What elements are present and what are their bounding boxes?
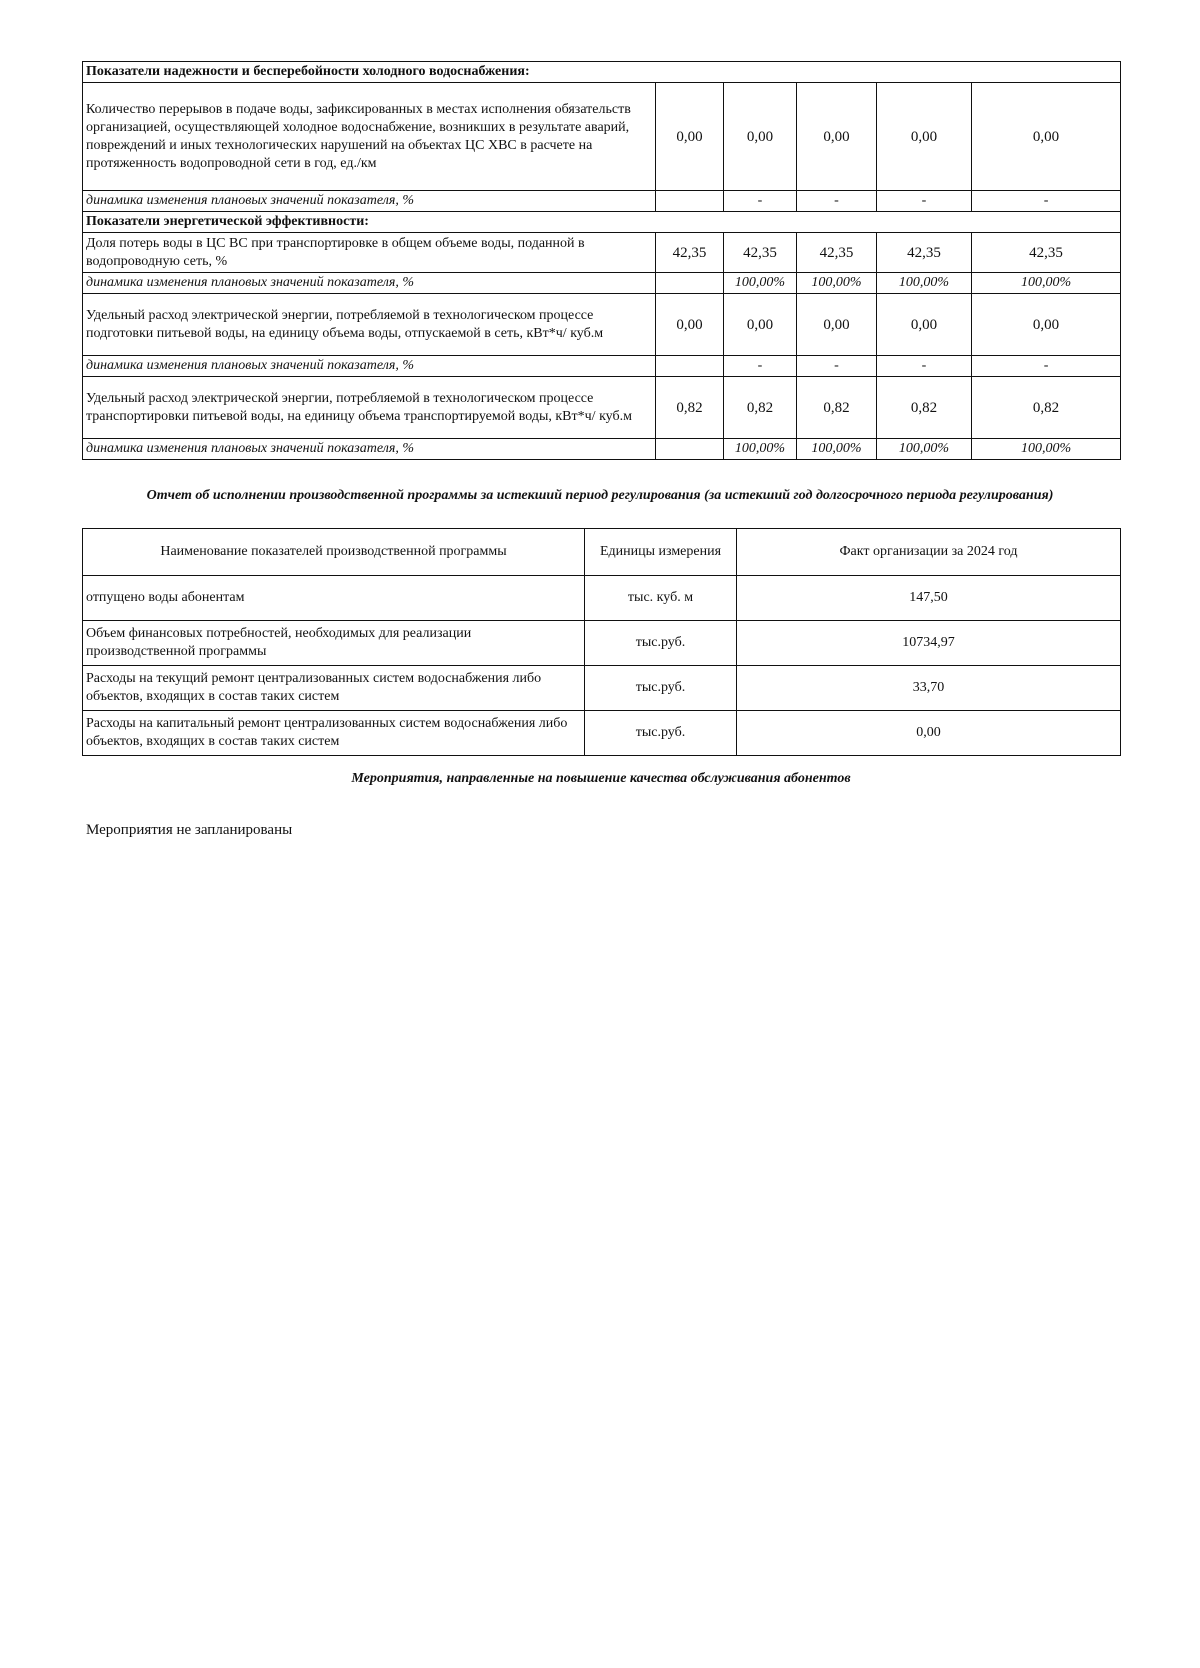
value-cell: 100,00% [797,273,877,294]
table-row [83,666,1121,711]
row-label: Количество перерывов в подаче воды, зафиксированных в местах исполнения обязательств организацией, осуществляющей холодное водоснабжение, возникших в результате аварий, повреждений и иных технологических нарушений на объектах ЦС ХВС в расчете на протяженность водопроводной сети в год, ед./км [83,83,656,191]
value-cell: 0,00 [656,83,724,191]
row-label: динамика изменения плановых значений показателя, % [83,439,656,460]
value-cell: 42,35 [656,233,724,273]
value-cell: 0,00 [877,83,972,191]
value-cell: 0,82 [877,377,972,439]
value-cell: - [797,356,877,377]
value-cell: 100,00% [972,273,1121,294]
row-label: Доля потерь воды в ЦС ВС при транспортировке в общем объеме воды, поданной в водопроводную сеть, % [83,233,656,273]
reliability-header-text: Показатели надежности и бесперебойности холодного водоснабжения: [83,62,1121,83]
indicator-value: 0,00 [737,711,1121,756]
table-row [83,621,1121,666]
value-cell: - [972,191,1121,212]
dynamics-row [83,191,1121,212]
value-cell: 0,82 [797,377,877,439]
energy-transport-row [83,377,1121,439]
indicators-table [82,61,1121,460]
energy-preparation-row [83,294,1121,356]
table-header-row [83,529,1121,576]
value-cell: 0,00 [797,294,877,356]
dynamics-row [83,273,1121,294]
report-caption: Отчет об исполнении производственной программы за истекший период регулирования (за истекший год долгосрочного периода регулирования) [146,488,1054,503]
header-name: Наименование показателей производственной программы [83,529,585,576]
indicator-name: Объем финансовых потребностей, необходимых для реализации производственной программы [83,621,585,666]
indicator-unit: тыс.руб. [585,711,737,756]
value-cell: 42,35 [724,233,797,273]
header-unit: Единицы измерения [585,529,737,576]
production-program-table [82,528,1121,756]
dynamics-row [83,439,1121,460]
value-cell: 100,00% [797,439,877,460]
value-cell: 0,00 [972,83,1121,191]
value-cell: 100,00% [877,273,972,294]
water-loss-row [83,233,1121,273]
value-cell [656,273,724,294]
indicator-value: 33,70 [737,666,1121,711]
value-cell: - [877,356,972,377]
value-cell: 42,35 [972,233,1121,273]
value-cell: 42,35 [797,233,877,273]
value-cell [656,439,724,460]
value-cell: 0,82 [724,377,797,439]
value-cell: 0,00 [797,83,877,191]
row-label: динамика изменения плановых значений показателя, % [83,191,656,212]
indicator-name: Расходы на капитальный ремонт централизованных систем водоснабжения либо объектов, входящих в состав таких систем [83,711,585,756]
value-cell: 100,00% [724,439,797,460]
indicator-unit: тыс. куб. м [585,576,737,621]
value-cell: - [724,191,797,212]
value-cell: 100,00% [972,439,1121,460]
indicator-unit: тыс.руб. [585,666,737,711]
value-cell: 100,00% [877,439,972,460]
value-cell: 0,00 [972,294,1121,356]
row-label: Удельный расход электрической энергии, потребляемой в технологическом процессе подготовки питьевой воды, на единицу объема воды, отпускаемой в сеть, кВт*ч/ куб.м [83,294,656,356]
indicator-value: 10734,97 [737,621,1121,666]
value-cell: - [972,356,1121,377]
value-cell: 100,00% [724,273,797,294]
indicator-name: отпущено воды абонентам [83,576,585,621]
value-cell: 0,00 [877,294,972,356]
measures-caption: Мероприятия, направленные на повышение качества обслуживания абонентов [351,771,851,786]
row-label: Удельный расход электрической энергии, потребляемой в технологическом процессе транспортировки питьевой воды, на единицу объема транспортируемой воды, кВт*ч/ куб.м [83,377,656,439]
value-cell [656,356,724,377]
row-label: динамика изменения плановых значений показателя, % [83,273,656,294]
interruptions-row [83,83,1121,191]
energy-section-header [83,212,1121,233]
indicator-name: Расходы на текущий ремонт централизованных систем водоснабжения либо объектов, входящих в состав таких систем [83,666,585,711]
row-label: динамика изменения плановых значений показателя, % [83,356,656,377]
measures-note: Мероприятия не запланированы [86,822,293,838]
indicator-unit: тыс.руб. [585,621,737,666]
value-cell [656,191,724,212]
value-cell: 0,82 [972,377,1121,439]
value-cell: - [724,356,797,377]
dynamics-row [83,356,1121,377]
energy-header-text: Показатели энергетической эффективности: [83,212,1121,233]
value-cell: 42,35 [877,233,972,273]
value-cell: 0,00 [656,294,724,356]
value-cell: - [797,191,877,212]
value-cell: 0,00 [724,83,797,191]
reliability-section-header [83,62,1121,83]
table-row [83,711,1121,756]
header-fact: Факт организации за 2024 год [737,529,1121,576]
value-cell: 0,00 [724,294,797,356]
value-cell: 0,82 [656,377,724,439]
indicator-value: 147,50 [737,576,1121,621]
table-row [83,576,1121,621]
value-cell: - [877,191,972,212]
